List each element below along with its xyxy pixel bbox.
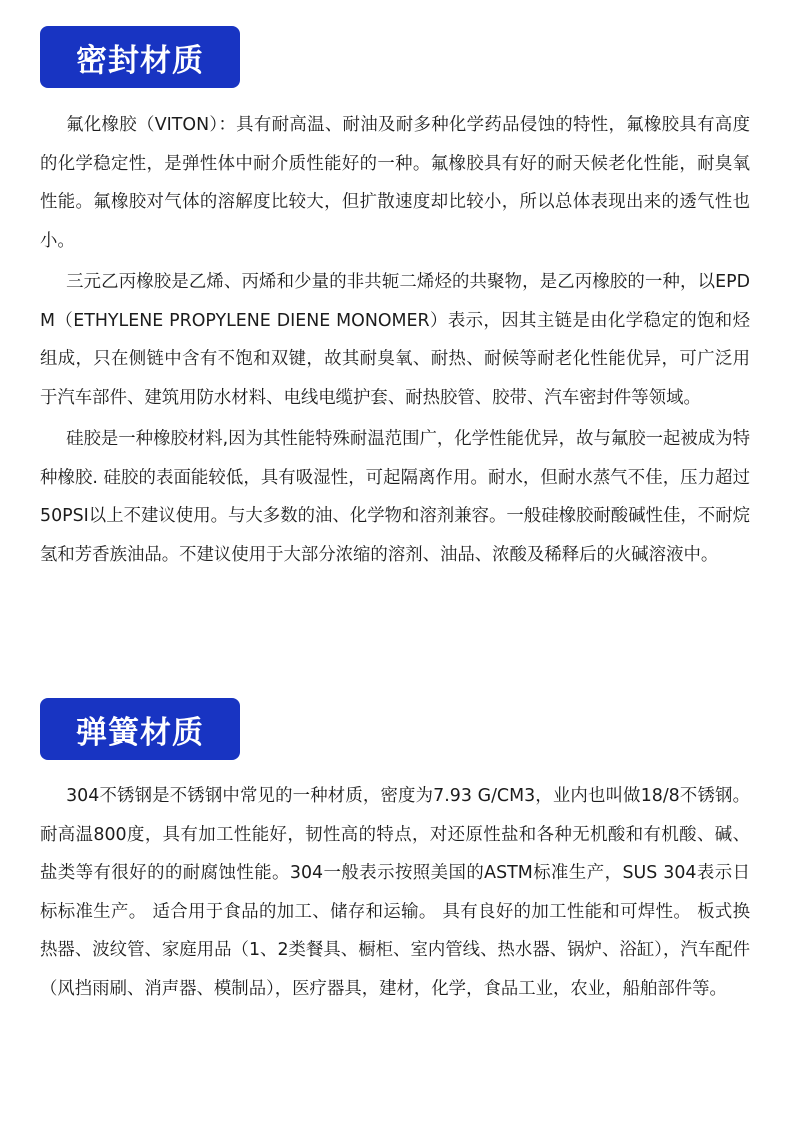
spring-material-section [0,698,790,1008]
seal-material-heading-badge [40,26,240,88]
seal-material-heading: 密封材质 [76,42,204,79]
silicone-paragraph: 硅胶是一种橡胶材料,因为其性能特殊耐温范围广，化学性能优异，故与氟胶一起被成为特种橡胶. 硅胶的表面能较低，具有吸湿性，可起隔离作用。耐水，但耐水蒸气不佳，压力超过50PSI以上不建议使用。与大多数的油、化学物和溶剂兼容。一般硅橡胶耐酸碱性佳，不耐烷氢和芳香族油品。不建议使用于大部分浓缩的溶剂、油品、浓酸及稀释后的火碱溶液中。 [40,429,750,565]
seal-material-section [0,26,790,574]
spring-material-heading-badge [40,698,240,760]
epdm-paragraph: 三元乙丙橡胶是乙烯、丙烯和少量的非共轭二烯烃的共聚物，是乙丙橡胶的一种，以EPDM（ETHYLENE PROPYLENE DIENE MONOMER）表示，因其主链是由化学稳定的饱和烃组成，只在侧链中含有不饱和双键，故其耐臭氧、耐热、耐候等耐老化性能优异，可广泛用于汽车部件、建筑用防水材料、电线电缆护套、耐热胶管、胶带、汽车密封件等领域。 [40,272,750,408]
viton-paragraph: 氟化橡胶（VITON）：具有耐高温、耐油及耐多种化学药品侵蚀的特性，氟橡胶具有高度的化学稳定性，是弹性体中耐介质性能好的一种。氟橡胶具有好的耐天候老化性能，耐臭氧性能。氟橡胶对气体的溶解度比较大，但扩散速度却比较小，所以总体表现出来的透气性也小。 [40,115,750,251]
stainless-304-paragraph: 304不锈钢是不锈钢中常见的一种材质，密度为7.93 G/CM3，业内也叫做18/8不锈钢。耐高温800度，具有加工性能好，韧性高的特点，对还原性盐和各种无机酸和有机酸、碱、盐类等有很好的的耐腐蚀性能。304一般表示按照美国的ASTM标准生产，SUS 304表示日标标准生产。 适合用于食品的加工、储存和运输。 具有良好的加工性能和可焊性。 板式换热器、波纹管、家庭用品（1、2类餐具、橱柜、室内管线、热水器、锅炉、浴缸），汽车配件（风挡雨刷、消声器、模制品），医疗器具，建材，化学，食品工业，农业，船舶部件等。 [40,786,750,999]
spring-material-heading: 弹簧材质 [76,714,204,751]
